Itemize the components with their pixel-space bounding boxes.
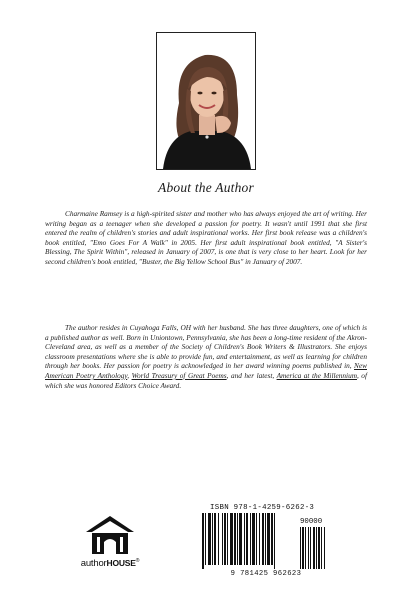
barcode-bar bbox=[244, 513, 245, 565]
barcode-bar bbox=[274, 513, 275, 569]
barcode-bar bbox=[267, 513, 270, 565]
house-logo-icon bbox=[72, 512, 148, 558]
addon-barcode-bar bbox=[308, 527, 309, 569]
addon-barcode-bar bbox=[324, 527, 325, 569]
barcode-bar bbox=[246, 513, 248, 565]
isbn-label: ISBN 978-1-4259-6262-3 bbox=[210, 504, 315, 512]
book-title-new-american-poetry: New American Poetry Anthology bbox=[45, 361, 367, 380]
barcode bbox=[200, 504, 336, 580]
price-code: 90000 bbox=[300, 518, 323, 526]
barcode-bar bbox=[218, 513, 219, 565]
publisher-name-lower: author bbox=[80, 558, 107, 570]
barcode-bar bbox=[208, 513, 211, 565]
addon-barcode-bar bbox=[318, 527, 320, 569]
addon-barcode-bar bbox=[316, 527, 317, 569]
barcode-bar bbox=[256, 513, 257, 565]
book-title-world-treasury: World Treasury of Great Poems bbox=[131, 370, 227, 380]
publisher-logo bbox=[72, 512, 148, 574]
addon-barcode-bar bbox=[321, 527, 322, 569]
barcode-bar bbox=[202, 513, 204, 569]
section-title: About the Author bbox=[158, 180, 254, 195]
bio-separator-2: , and her latest, bbox=[226, 370, 277, 380]
barcode-bar bbox=[252, 513, 255, 565]
addon-barcode-bar bbox=[313, 527, 315, 569]
barcode-bar bbox=[212, 513, 213, 565]
author-photo bbox=[157, 33, 255, 169]
publisher-name-upper: HOUSE bbox=[106, 558, 136, 569]
barcode-bar bbox=[214, 513, 216, 565]
barcode-bar bbox=[227, 513, 228, 565]
bio-separator-1: , bbox=[127, 370, 132, 380]
barcode-bar bbox=[222, 513, 223, 565]
barcode-bar bbox=[250, 513, 251, 565]
bio-paragraph-2-end: , of which she was honored Editors Choice Award. bbox=[45, 370, 367, 390]
barcode-bar bbox=[239, 513, 242, 565]
publisher-name bbox=[72, 558, 148, 569]
barcode-bar bbox=[259, 513, 260, 565]
bio-paragraph-1-text: Charmaine Ramsey is a high-spirited sister and mother who has always enjoyed the art of writing. Her writing began as a teenager when she developed a passion for poetry. It wasn't until 1991 that she first entered the realm of children's stories and adult inspirational works. Her first book release was a children's book entitled, "Emo Goes For A Walk" in 2005. Her first adult inspirational book entitled, "A Sister's Blessing, The Spirit Within", released in January of 2007, is one that is very close to her heart. Look for her second children's book entitled, "Buster, the Big Yellow School Bus" in January of 2007. bbox=[45, 209, 367, 266]
addon-barcode-bar bbox=[302, 527, 304, 569]
book-title-america-millennium: America at the Millennium bbox=[276, 370, 357, 380]
bio-paragraph-2 bbox=[45, 323, 367, 390]
barcode-bar bbox=[234, 513, 236, 565]
barcode-bar bbox=[230, 513, 233, 565]
barcode-bar bbox=[224, 513, 226, 565]
barcode-bar bbox=[262, 513, 264, 565]
ean-number: 9 781425 962623 bbox=[230, 570, 302, 578]
addon-barcode-bar bbox=[305, 527, 306, 569]
ean-digits bbox=[200, 570, 332, 578]
trademark-symbol: ® bbox=[135, 558, 140, 564]
barcode-bars bbox=[200, 513, 336, 571]
addon-barcode-bar bbox=[310, 527, 311, 569]
bio-paragraph-1 bbox=[45, 209, 367, 267]
barcode-bar bbox=[265, 513, 266, 565]
addon-barcode-bar bbox=[300, 527, 301, 569]
bio-paragraph-2-text: The author resides in Cuyahoga Falls, OH with her husband. She has three daughters, one of which is a published author as well. Born in Uniontown, Pennsylvania, she has been a long-time resident of the Akron-Cleveland area, as well as a member of the Society of Children's Book Writers & Illustrators. She enjoys classroom presentations where she is able to provide fun, and entertainment, as well as learning for children through her books. Her passion for poetry is acknowledged in her award winning poems published in, bbox=[45, 323, 367, 371]
barcode-bar bbox=[237, 513, 238, 565]
barcode-bar bbox=[271, 513, 273, 565]
barcode-bar bbox=[205, 513, 206, 565]
